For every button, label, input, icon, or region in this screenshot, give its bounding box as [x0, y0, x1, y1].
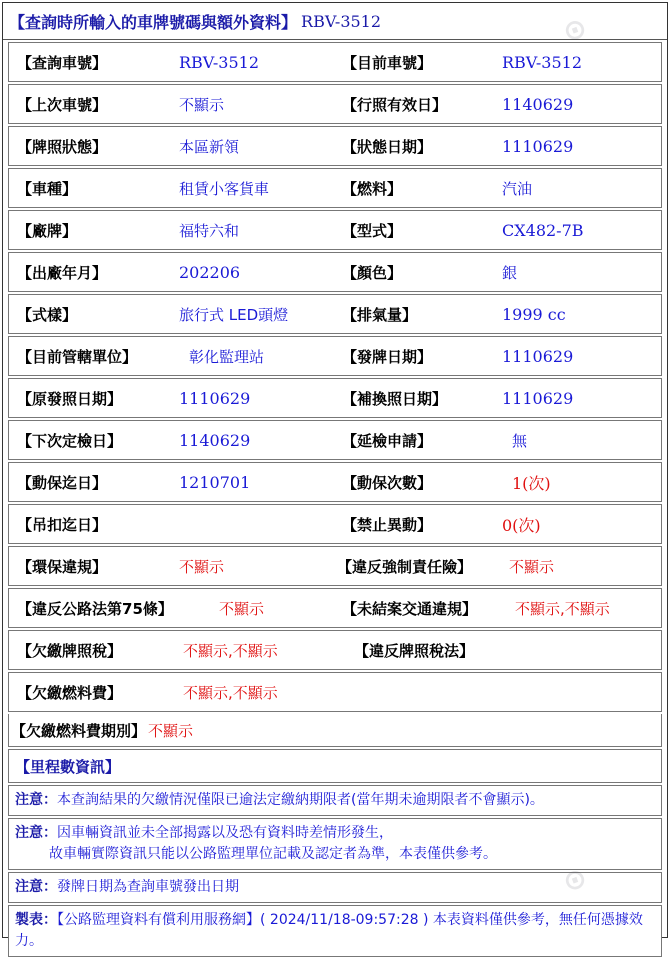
field-value: 旅行式 LED頭燈: [179, 305, 289, 324]
info-row: [8, 630, 662, 670]
field-label: 【查詢車號】: [17, 53, 108, 72]
field-value: 不顯示: [148, 721, 194, 740]
field-label: 【牌照狀態】: [17, 137, 108, 156]
field-value: 1210701: [179, 472, 251, 492]
field-label: 【下次定檢日】: [17, 431, 123, 450]
field-label: 【目前管轄單位】: [17, 347, 138, 366]
field-value: 租賃小客貨車: [179, 179, 270, 198]
watermark-icon: ⊙: [558, 9, 592, 50]
field-label: 【原發照日期】: [17, 389, 123, 408]
field-value: 福特六和: [179, 221, 240, 240]
note-text: 故車輛實際資訊只能以公路監理單位記載及認定者為準，本表僅供參考。: [49, 846, 497, 862]
query-header-label: 【查詢時所輸入的車牌號碼與額外資料】: [9, 12, 298, 32]
field-label: 【廠牌】: [17, 221, 78, 240]
fuel-period-row: [8, 714, 662, 747]
info-row: [8, 42, 662, 82]
field-value: 1110629: [502, 136, 574, 156]
info-row: [8, 168, 662, 208]
field-value: 彰化監理站: [189, 347, 265, 366]
field-label: 【上次車號】: [17, 95, 108, 114]
mileage-section-header: 【里程數資訊】: [8, 749, 662, 783]
field-value: CX482-7B: [502, 220, 584, 240]
note-text: 【公路監理資料有償利用服務網】( 2024/11/18-09:57:28 ) 本表資料僅供參考，無任何憑據效力。: [15, 912, 643, 949]
field-label: 【違反強制責任險】: [337, 557, 473, 576]
note-text: 本查詢結果的欠繳情況僅限已逾法定繳納期限者(當年期未逾期限者不會顯示)。: [57, 792, 544, 808]
field-label: 【環保違規】: [17, 557, 108, 576]
info-row: [8, 546, 662, 586]
info-row: [8, 294, 662, 334]
field-label: 【顏色】: [342, 263, 403, 282]
field-value: 本區新領: [179, 137, 240, 156]
field-value: 1(次): [512, 473, 551, 493]
field-value: 1999 cc: [502, 304, 566, 324]
note-text: 因車輛資訊並未全部揭露以及恐有資料時差情形發生，: [57, 825, 393, 841]
note-tag: 注意：: [15, 792, 57, 808]
info-row: [8, 378, 662, 418]
info-row: [8, 462, 662, 502]
info-row: [8, 126, 662, 166]
info-row: [8, 84, 662, 124]
field-label: 【禁止異動】: [342, 515, 433, 534]
field-label: 【違反牌照稅法】: [354, 641, 475, 660]
field-value: 銀: [502, 263, 518, 282]
field-label: 【式樣】: [17, 305, 78, 324]
field-value: 不顯示: [509, 557, 555, 576]
field-label: 【燃料】: [342, 179, 403, 198]
field-label: 【補換照日期】: [342, 389, 448, 408]
note-tag: 注意：: [15, 825, 57, 841]
info-row: [8, 252, 662, 292]
field-value: 1110629: [179, 388, 251, 408]
note-text: 發牌日期為查詢車號發出日期: [57, 879, 239, 895]
field-label: 【出廠年月】: [17, 263, 108, 282]
field-value: 202206: [179, 262, 241, 282]
field-label: 【未結案交通違規】: [342, 599, 478, 618]
field-value: RBV-3512: [502, 52, 583, 72]
field-label: 【欠繳牌照稅】: [17, 641, 123, 660]
field-label: 【動保次數】: [342, 473, 433, 492]
field-value: 1110629: [502, 388, 574, 408]
note-source: [8, 905, 662, 957]
note-tag: 製表：: [15, 912, 57, 928]
info-row: [8, 672, 662, 712]
field-value: 不顯示,不顯示: [515, 599, 610, 618]
field-value: 無: [512, 431, 528, 450]
vehicle-info-sheet: [2, 2, 668, 949]
field-label: 【延檢申請】: [342, 431, 433, 450]
info-row: [8, 504, 662, 544]
field-label: 【型式】: [342, 221, 403, 240]
field-value: RBV-3512: [179, 52, 260, 72]
note-plate-date: [8, 872, 662, 903]
info-row: [8, 336, 662, 376]
field-label: 【欠繳燃料費期別】: [11, 721, 147, 740]
field-label: 【違反公路法第75條】: [17, 599, 173, 618]
note-tag: 注意：: [15, 879, 57, 895]
field-label: 【吊扣迄日】: [17, 515, 108, 534]
field-label: 【行照有效日】: [342, 95, 448, 114]
field-value: 不顯示: [179, 557, 225, 576]
field-value: 不顯示: [179, 95, 225, 114]
field-value: 不顯示,不顯示: [183, 683, 278, 702]
field-label: 【目前車號】: [342, 53, 433, 72]
query-header-plate: RBV-3512: [301, 11, 382, 31]
field-value: 0(次): [502, 515, 541, 535]
field-label: 【狀態日期】: [342, 137, 433, 156]
info-row: [8, 210, 662, 250]
field-label: 【車種】: [17, 179, 78, 198]
field-value: 1140629: [179, 430, 251, 450]
field-value: 汽油: [502, 179, 533, 198]
field-value: 1110629: [502, 346, 574, 366]
field-value: 1140629: [502, 94, 574, 114]
field-label: 【動保迄日】: [17, 473, 108, 492]
note-disclaimer: [8, 818, 662, 870]
field-value: 不顯示: [219, 599, 265, 618]
field-label: 【欠繳燃料費】: [17, 683, 123, 702]
field-label: 【發牌日期】: [342, 347, 433, 366]
query-header: [3, 3, 667, 40]
field-value: 不顯示,不顯示: [183, 641, 278, 660]
note-arrears: [8, 785, 662, 816]
field-label: 【排氣量】: [342, 305, 418, 324]
info-row: [8, 420, 662, 460]
info-row: [8, 588, 662, 628]
